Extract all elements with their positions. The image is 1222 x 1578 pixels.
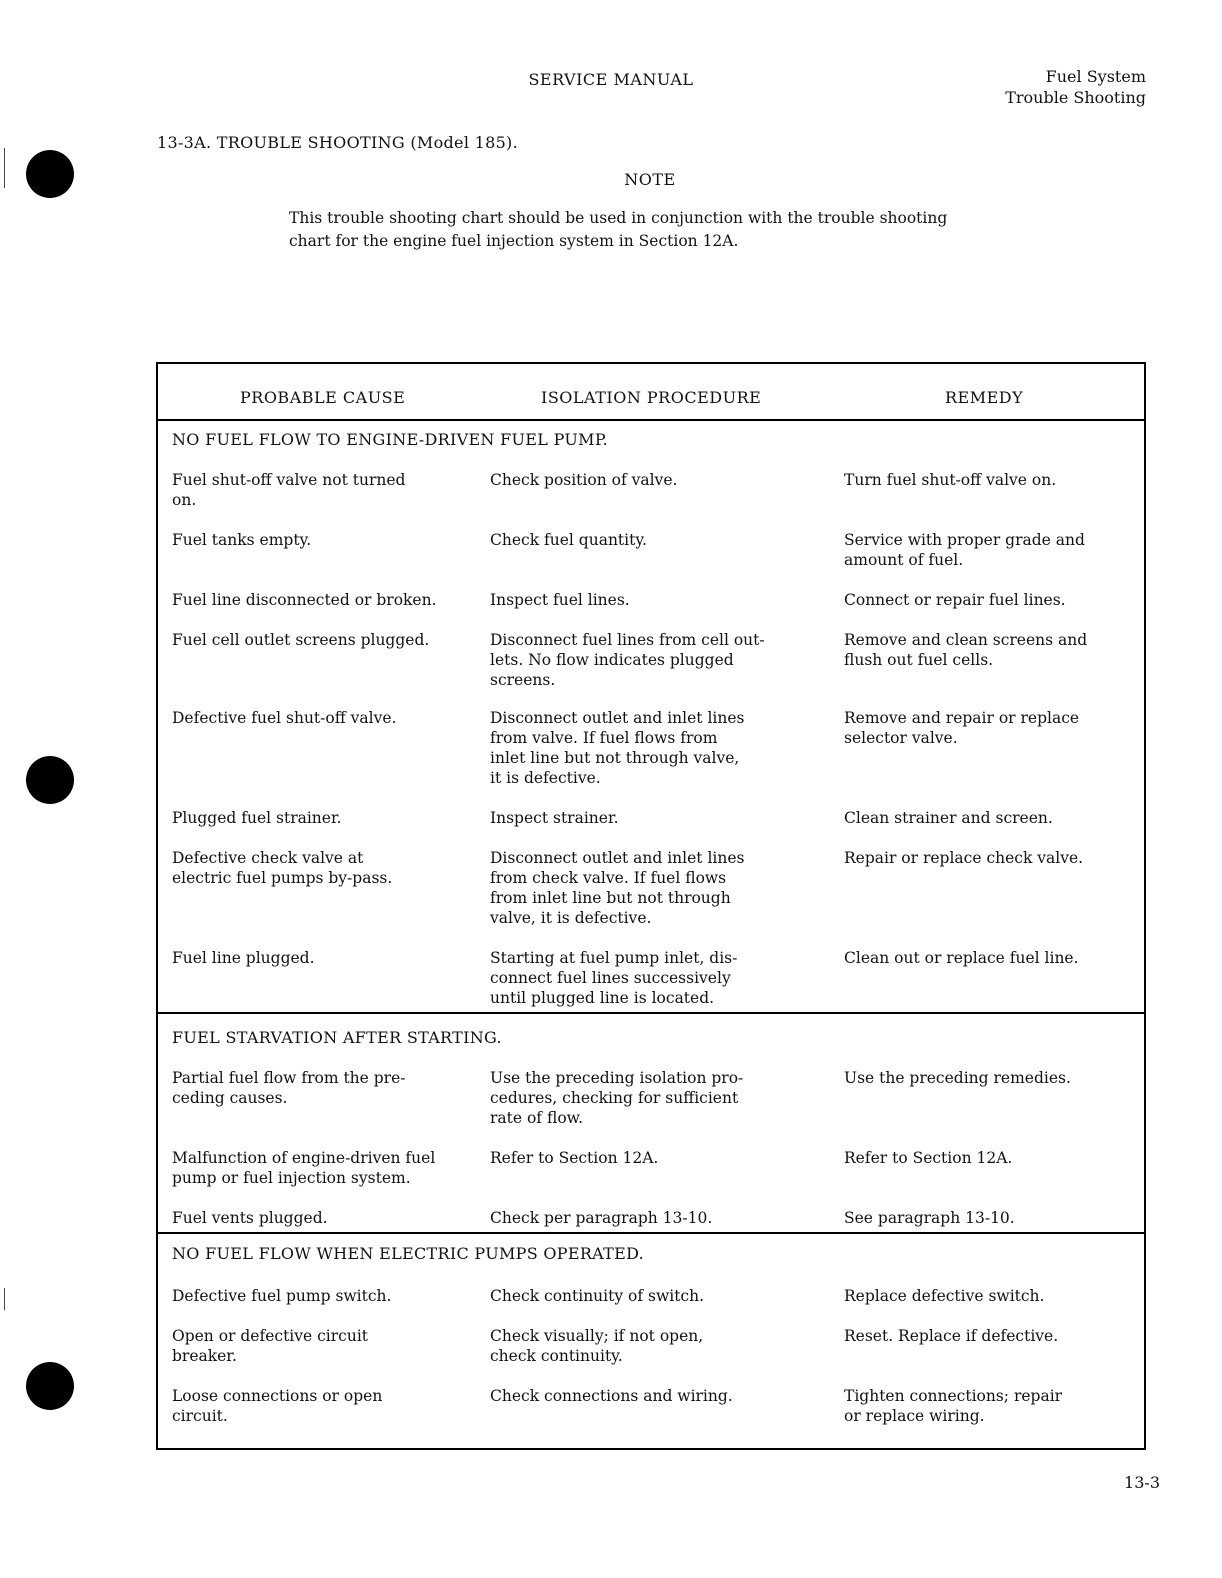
cell-line: Check continuity of switch. (490, 1287, 705, 1305)
procedure-cell (490, 848, 790, 928)
cell-line: Clean out or replace fuel line. (844, 949, 1079, 967)
manual-header: SERVICE MANUAL (528, 70, 694, 89)
procedure-cell (490, 948, 790, 1008)
cell-line: Disconnect outlet and inlet lines (490, 709, 745, 727)
cell-line: Remove and clean screens and (844, 631, 1088, 649)
cell-line: Connect or repair fuel lines. (844, 591, 1066, 609)
cell-line: amount of fuel. (844, 551, 964, 569)
margin-mark (4, 1288, 5, 1310)
cell-line: Use the preceding remedies. (844, 1069, 1071, 1087)
header-isolation-procedure: ISOLATION PROCEDURE (541, 388, 762, 407)
cause-cell (172, 1386, 472, 1426)
procedure-cell (490, 1208, 790, 1228)
procedure-cell (490, 1286, 790, 1306)
cell-line: Refer to Section 12A. (490, 1149, 659, 1167)
cell-line: Defective fuel pump switch. (172, 1287, 392, 1305)
cause-cell (172, 848, 472, 888)
cell-line: Check connections and wiring. (490, 1387, 733, 1405)
cause-cell (172, 808, 472, 828)
group-title: FUEL STARVATION AFTER STARTING. (172, 1028, 502, 1047)
remedy-cell (844, 630, 1129, 670)
cell-line: Use the preceding isolation pro- (490, 1069, 744, 1087)
cell-line: from inlet line but not through (490, 889, 731, 907)
cell-line: Remove and repair or replace (844, 709, 1080, 727)
cell-line: check continuity. (490, 1347, 623, 1365)
cell-line: or replace wiring. (844, 1407, 985, 1425)
remedy-cell (844, 848, 1129, 868)
table-header (158, 364, 1144, 421)
remedy-cell (844, 1326, 1129, 1346)
note-line: chart for the engine fuel injection system in Section 12A. (289, 232, 739, 250)
cell-line: selector valve. (844, 729, 958, 747)
cell-line: screens. (490, 671, 556, 689)
cell-line: Clean strainer and screen. (844, 809, 1053, 827)
procedure-cell (490, 470, 790, 490)
cell-line: Tighten connections; repair (844, 1387, 1063, 1405)
cell-line: Defective check valve at (172, 849, 364, 867)
procedure-cell (490, 630, 790, 690)
remedy-cell (844, 590, 1129, 610)
remedy-cell (844, 708, 1129, 748)
cell-line: it is defective. (490, 769, 601, 787)
cell-line: Fuel vents plugged. (172, 1209, 328, 1227)
remedy-cell (844, 1148, 1129, 1168)
cell-line: Loose connections or open (172, 1387, 383, 1405)
binder-hole (26, 756, 74, 804)
cell-line: flush out fuel cells. (844, 651, 994, 669)
cell-line: Fuel line disconnected or broken. (172, 591, 437, 609)
group-title: NO FUEL FLOW TO ENGINE-DRIVEN FUEL PUMP. (172, 430, 609, 449)
cause-cell (172, 948, 472, 968)
cell-line: from valve. If fuel flows from (490, 729, 718, 747)
page-number: 13-3 (1124, 1473, 1160, 1492)
cell-line: Check visually; if not open, (490, 1327, 704, 1345)
group-title: NO FUEL FLOW WHEN ELECTRIC PUMPS OPERATED. (172, 1244, 645, 1263)
running-head (1005, 66, 1146, 108)
cell-line: Fuel cell outlet screens plugged. (172, 631, 430, 649)
cell-line: rate of flow. (490, 1109, 583, 1127)
cell-line: cedures, checking for sufficient (490, 1089, 739, 1107)
remedy-cell (844, 1386, 1129, 1426)
cell-line: on. (172, 491, 197, 509)
cell-line: electric fuel pumps by-pass. (172, 869, 393, 887)
procedure-cell (490, 530, 790, 550)
cause-cell (172, 1068, 472, 1108)
cell-line: Fuel line plugged. (172, 949, 315, 967)
cause-cell (172, 590, 472, 610)
trouble-shooting-table (156, 362, 1146, 1450)
cell-line: Replace defective switch. (844, 1287, 1045, 1305)
cell-line: until plugged line is located. (490, 989, 715, 1007)
cause-cell (172, 470, 472, 510)
section-title: 13-3A. TROUBLE SHOOTING (Model 185). (157, 133, 518, 152)
cell-line: Inspect strainer. (490, 809, 619, 827)
running-head-line1: Fuel System (1045, 67, 1146, 86)
header-remedy: REMEDY (945, 388, 1024, 407)
cell-line: Partial fuel flow from the pre- (172, 1069, 406, 1087)
cell-line: Fuel shut-off valve not turned (172, 471, 406, 489)
cell-line: Check position of valve. (490, 471, 678, 489)
remedy-cell (844, 948, 1129, 968)
cause-cell (172, 1326, 472, 1366)
binder-hole (26, 1362, 74, 1410)
cell-line: Service with proper grade and (844, 531, 1085, 549)
group-divider (158, 1232, 1144, 1234)
cell-line: Fuel tanks empty. (172, 531, 312, 549)
note-title: NOTE (624, 170, 676, 189)
cause-cell (172, 1148, 472, 1188)
procedure-cell (490, 1068, 790, 1128)
running-head-line2: Trouble Shooting (1005, 88, 1146, 107)
cell-line: Malfunction of engine-driven fuel (172, 1149, 436, 1167)
cell-line: Refer to Section 12A. (844, 1149, 1013, 1167)
cell-line: Reset. Replace if defective. (844, 1327, 1059, 1345)
procedure-cell (490, 1148, 790, 1168)
cell-line: from check valve. If fuel flows (490, 869, 727, 887)
cell-line: Plugged fuel strainer. (172, 809, 342, 827)
cell-line: ceding causes. (172, 1089, 288, 1107)
cell-line: inlet line but not through valve, (490, 749, 740, 767)
cell-line: Defective fuel shut-off valve. (172, 709, 397, 727)
cell-line: Check per paragraph 13-10. (490, 1209, 713, 1227)
cell-line: valve, it is defective. (490, 909, 652, 927)
cell-line: circuit. (172, 1407, 228, 1425)
header-probable-cause: PROBABLE CAUSE (240, 388, 406, 407)
cell-line: Open or defective circuit (172, 1327, 369, 1345)
cell-line: Repair or replace check valve. (844, 849, 1084, 867)
procedure-cell (490, 708, 790, 788)
cause-cell (172, 1286, 472, 1306)
group-divider (158, 1012, 1144, 1014)
remedy-cell (844, 470, 1129, 490)
cell-line: lets. No flow indicates plugged (490, 651, 734, 669)
remedy-cell (844, 530, 1129, 570)
procedure-cell (490, 1326, 790, 1366)
remedy-cell (844, 1286, 1129, 1306)
procedure-cell (490, 590, 790, 610)
cell-line: connect fuel lines successively (490, 969, 731, 987)
cause-cell (172, 630, 472, 650)
cell-line: Disconnect outlet and inlet lines (490, 849, 745, 867)
cell-line: See paragraph 13-10. (844, 1209, 1015, 1227)
cause-cell (172, 530, 472, 550)
cell-line: Disconnect fuel lines from cell out- (490, 631, 765, 649)
procedure-cell (490, 808, 790, 828)
cell-line: pump or fuel injection system. (172, 1169, 411, 1187)
cell-line: Check fuel quantity. (490, 531, 647, 549)
cause-cell (172, 1208, 472, 1228)
cause-cell (172, 708, 472, 728)
remedy-cell (844, 808, 1129, 828)
cell-line: Turn fuel shut-off valve on. (844, 471, 1057, 489)
cell-line: Inspect fuel lines. (490, 591, 630, 609)
note-line: This trouble shooting chart should be used in conjunction with the trouble shooting (289, 209, 948, 227)
cell-line: Starting at fuel pump inlet, dis- (490, 949, 738, 967)
note-body (289, 207, 1049, 253)
remedy-cell (844, 1208, 1129, 1228)
cell-line: breaker. (172, 1347, 237, 1365)
procedure-cell (490, 1386, 790, 1406)
remedy-cell (844, 1068, 1129, 1088)
